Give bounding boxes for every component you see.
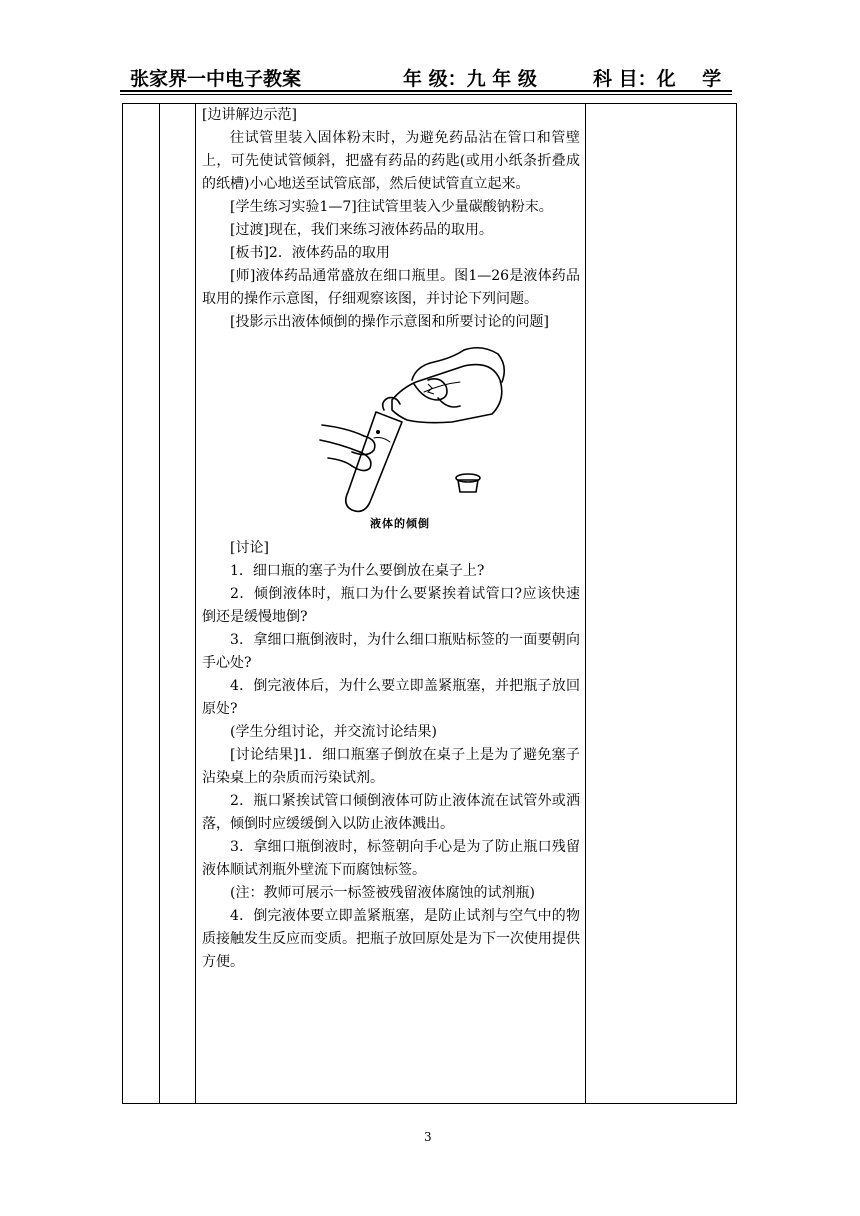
paragraph: [过渡]现在，我们来练习液体药品的取用。 [230,222,493,238]
paragraph: [讨论] [230,540,269,556]
header-rule-thin [120,94,732,95]
paragraph: [边讲解边示范] [202,107,297,123]
page-header [130,60,730,90]
discussion-question: 3．拿细口瓶倒液时，为什么细口瓶贴标签的一面要朝向手心处? [202,632,580,671]
grade-label: 年 级：九 年 级 [403,68,537,90]
paragraph: [学生练习实验1—7]往试管里装入少量碳酸钠粉末。 [230,199,553,215]
paragraph: (注：教师可展示一标签被残留液体腐蚀的试剂瓶) [230,885,535,901]
discussion-answer: [讨论结果]1．细口瓶塞子倒放在桌子上是为了避免塞子沾染桌上的杂质而污染试剂。 [202,747,580,786]
school-title: 张家界一中电子教案 [130,68,302,90]
column-divider [585,104,586,1103]
column-divider [195,104,196,1103]
discussion-answer: 4．倒完液体要立即盖紧瓶塞，是防止试剂与空气中的物质接触发生反应而变质。把瓶子放回原处是为下一次使用提供方便。 [202,908,580,970]
lesson-content [202,104,580,974]
paragraph: [师]液体药品通常盛放在细口瓶里。图1—26是液体药品取用的操作示意图，仔细观察该图，并讨论下列问题。 [202,268,580,307]
discussion-question: 4．倒完液体后，为什么要立即盖紧瓶塞，并把瓶子放回原处? [202,678,580,717]
discussion-answer: 2．瓶口紧挨试管口倾倒液体可防止液体流在试管外或洒落，倾倒时应缓缓倒入以防止液体溅出。 [202,793,580,832]
paragraph: [投影示出液体倾倒的操作示意图和所要讨论的问题] [230,314,549,330]
figure-caption: 液体的倾倒 [370,517,430,530]
liquid-pouring-figure [202,340,580,535]
discussion-question: 1．细口瓶的塞子为什么要倒放在桌子上? [230,563,485,579]
discussion-question: 2．倾倒液体时，瓶口为什么要紧挨着试管口?应该快速倒还是缓慢地倒? [202,586,580,625]
pouring-illustration [202,340,580,535]
paragraph: 往试管里装入固体粉末时，为避免药品沾在管口和管壁上，可先使试管倾斜，把盛有药品的药匙(或用小纸条折叠成的纸槽)小心地送至试管底部，然后使试管直立起来。 [202,130,580,192]
subject-label: 科 目：化 学 [593,68,722,90]
column-divider [159,104,160,1103]
discussion-answer: 3．拿细口瓶倒液时，标签朝向手心是为了防止瓶口残留液体顺试剂瓶外壁流下而腐蚀标签。 [202,839,580,878]
header-rule [120,90,732,92]
paragraph: [板书]2．液体药品的取用 [230,245,390,261]
page-number: 3 [424,1130,432,1144]
test-tube [346,412,402,511]
paragraph: (学生分组讨论，并交流讨论结果) [230,724,437,740]
